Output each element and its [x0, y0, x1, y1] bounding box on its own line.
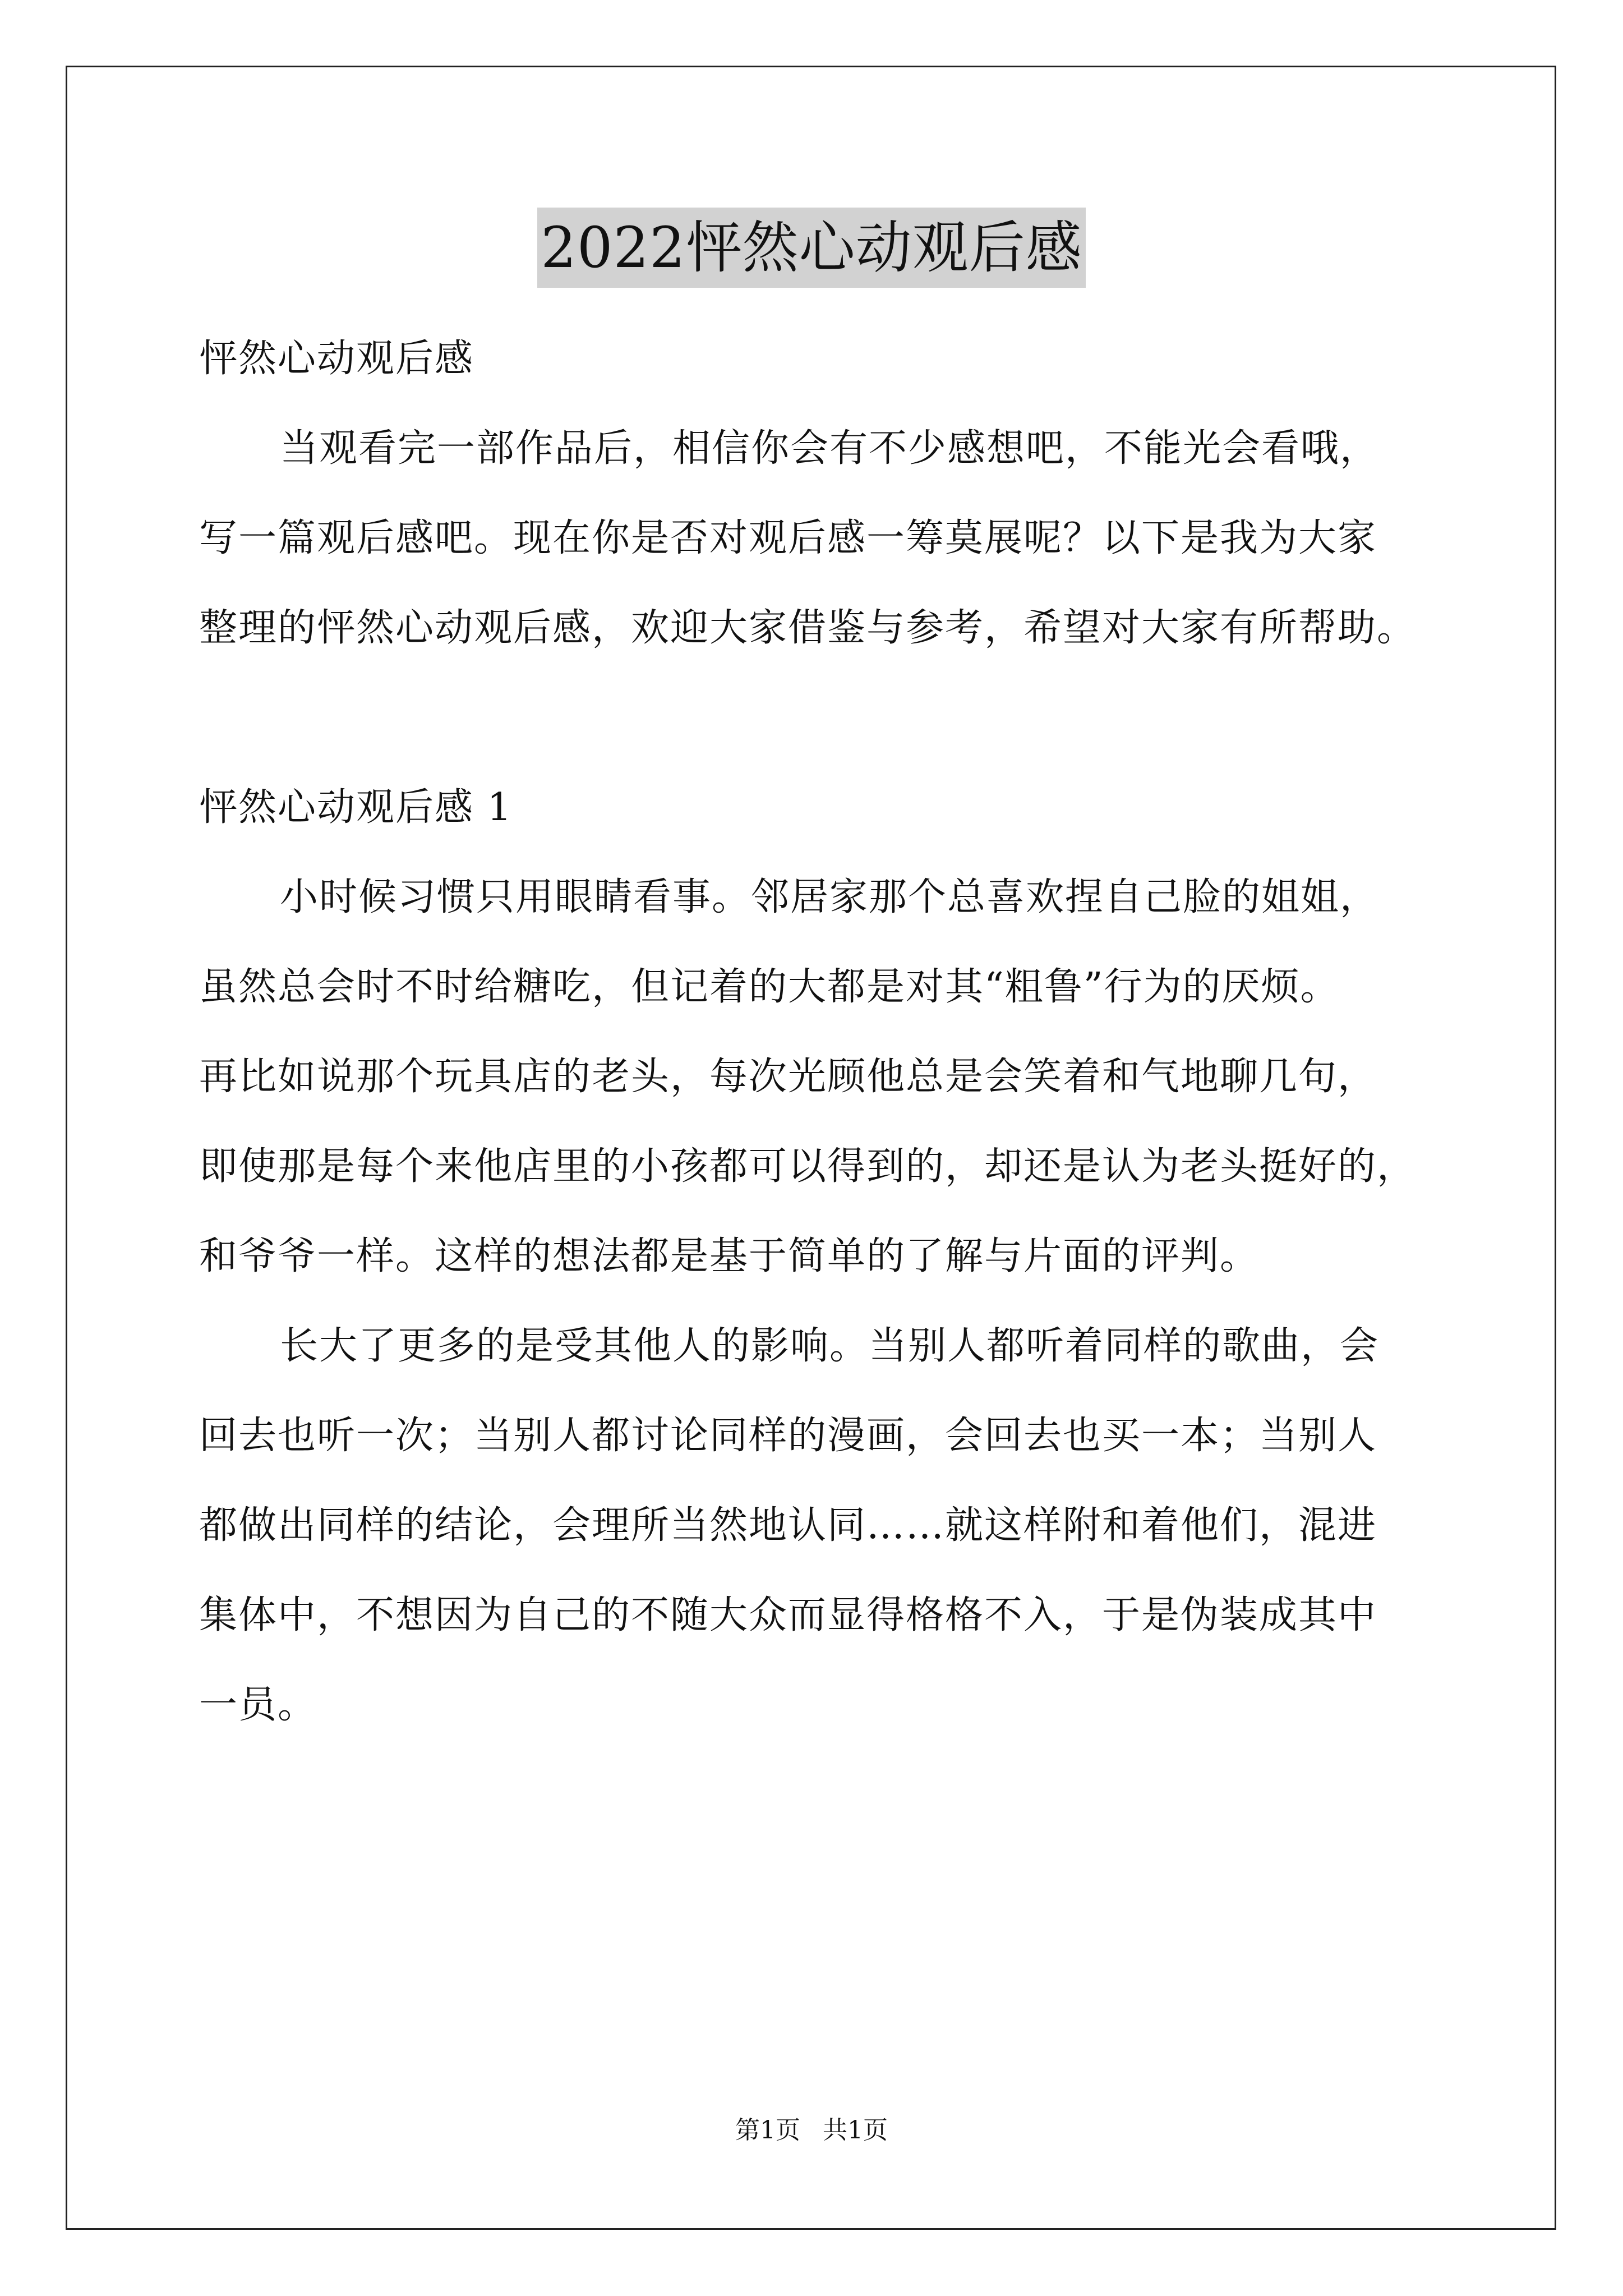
- page-footer: [0, 2114, 1623, 2147]
- intro-line: 当观看完一部作品后，相信你会有不少感想吧，不能光会看哦，: [280, 426, 1380, 471]
- paragraph-line: 长大了更多的是受其他人的影响。当别人都听着同样的歌曲，会: [280, 1324, 1380, 1368]
- page-total: 共1页: [823, 2116, 888, 2145]
- document-title: 2022怦然心动观后感: [537, 208, 1086, 288]
- paragraph-line: 和爷爷一样。这样的想法都是基于简单的了解与片面的评判。: [199, 1234, 1260, 1278]
- paragraph-line: 再比如说那个玩具店的老头，每次光顾他总是会笑着和气地聊几句，: [199, 1055, 1377, 1099]
- paragraph-line: 即使那是每个来他店里的小孩都可以得到的，却还是认为老头挺好的，: [199, 1144, 1417, 1189]
- document-body: [199, 314, 1433, 1750]
- intro-line: 整理的怦然心动观后感，欢迎大家借鉴与参考，希望对大家有所帮助。: [199, 606, 1417, 650]
- paragraph-line: 回去也听一次；当别人都讨论同样的漫画，会回去也买一本；当别人: [199, 1414, 1377, 1458]
- paragraph-line: 一员。: [199, 1683, 317, 1727]
- section-heading: 怦然心动观后感 1: [199, 785, 513, 830]
- section-spacer: [199, 673, 1433, 763]
- title-container: [0, 208, 1623, 288]
- intro-line: 写一篇观后感吧。现在你是否对观后感一筹莫展呢？以下是我为大家: [199, 516, 1377, 560]
- document-subtitle: 怦然心动观后感: [199, 337, 474, 381]
- paragraph-line: 小时候习惯只用眼睛看事。邻居家那个总喜欢捏自己脸的姐姐，: [280, 875, 1380, 919]
- paragraph-line: 虽然总会时不时给糖吃，但记着的大都是对其“粗鲁”行为的厌烦。: [199, 965, 1340, 1009]
- page-number: 第1页: [735, 2116, 800, 2145]
- paragraph-line: 都做出同样的结论，会理所当然地认同……就这样附和着他们，混进: [199, 1503, 1377, 1548]
- paragraph-line: 集体中，不想因为自己的不随大众而显得格格不入，于是伪装成其中: [199, 1593, 1377, 1637]
